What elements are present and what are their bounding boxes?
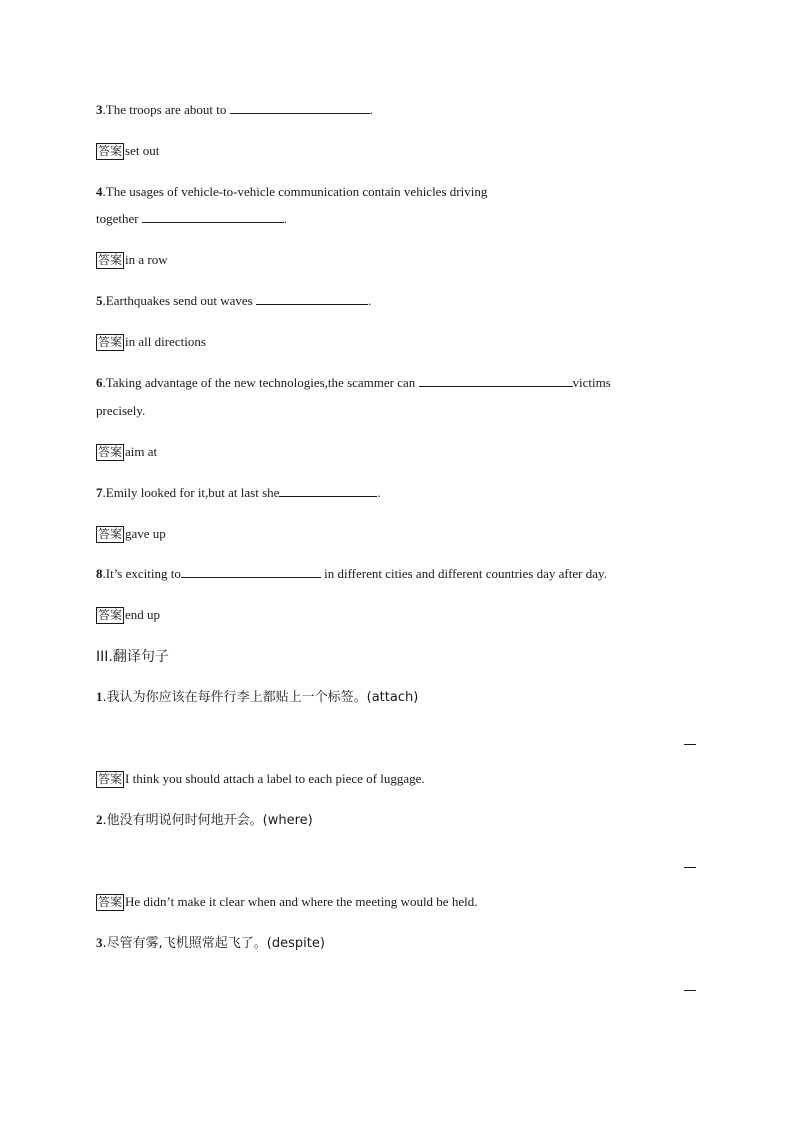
- question-8: [96, 565, 607, 583]
- question-number: 8: [96, 566, 103, 581]
- question-5: [96, 292, 371, 310]
- answer-blank: [230, 101, 370, 114]
- question-6: [96, 374, 611, 392]
- question-text: .尽管有雾,飞机照常起飞了。(despite): [102, 936, 325, 951]
- answer-text: in all directions: [125, 334, 206, 349]
- answer-badge: 答案: [98, 335, 123, 349]
- answer-line-end: [684, 990, 696, 991]
- answer-5: [96, 333, 206, 351]
- question-number: 5: [96, 293, 103, 308]
- answer-badge: 答案: [98, 772, 123, 786]
- question-number: 4: [96, 184, 103, 199]
- question-text: .他没有明说何时何地开会。(where): [102, 813, 313, 828]
- answer-text: aim at: [125, 444, 158, 459]
- question-number: 7: [96, 485, 103, 500]
- question-number: 1: [96, 689, 103, 704]
- answer-badge: 答案: [98, 144, 123, 158]
- question-number: 3: [96, 102, 103, 117]
- question-number: 2: [96, 812, 103, 827]
- question-text: .Taking advantage of the new technologies,the scammer can: [102, 375, 419, 390]
- question-7: [96, 484, 381, 502]
- answer-blank: [279, 484, 377, 497]
- question-text: .The usages of vehicle-to-vehicle communication contain vehicles driving: [102, 184, 488, 199]
- answer-text: gave up: [125, 526, 166, 541]
- answer-text: in a row: [125, 252, 168, 267]
- translation-answer-1: [96, 770, 425, 788]
- translation-question-2: [96, 811, 313, 829]
- answer-text: end up: [125, 607, 161, 622]
- answer-text: set out: [125, 143, 160, 158]
- translation-question-3: [96, 934, 325, 952]
- question-text-end: .: [369, 102, 373, 117]
- question-text: together: [96, 211, 142, 226]
- question-text-end: victims: [572, 375, 611, 390]
- answer-8: [96, 606, 160, 624]
- answer-6: [96, 443, 157, 461]
- answer-4: [96, 251, 168, 269]
- translation-answer-2: [96, 893, 477, 911]
- answer-blank: [419, 374, 573, 387]
- answer-badge: 答案: [98, 527, 123, 541]
- question-number: 6: [96, 375, 103, 390]
- answer-text: I think you should attach a label to each piece of luggage.: [125, 771, 425, 786]
- question-text: .Earthquakes send out waves: [102, 293, 256, 308]
- answer-line-end: [684, 867, 696, 868]
- answer-blank: [142, 210, 284, 223]
- question-text: .The troops are about to: [102, 102, 230, 117]
- answer-badge: 答案: [98, 253, 123, 267]
- answer-3: [96, 142, 159, 160]
- answer-badge: 答案: [98, 608, 123, 622]
- answer-blank: [181, 565, 321, 578]
- question-6-line-2: [96, 402, 145, 420]
- question-text: .It’s exciting to: [102, 566, 181, 581]
- question-text: .Emily looked for it,but at last she: [102, 485, 280, 500]
- answer-blank: [256, 292, 368, 305]
- question-text-end: .: [367, 293, 372, 308]
- question-text: precisely.: [96, 403, 146, 418]
- question-3: [96, 101, 373, 119]
- question-text: .我认为你应该在每件行李上都贴上一个标签。(attach): [102, 690, 419, 705]
- question-text-end: .: [377, 485, 381, 500]
- translation-question-1: [96, 688, 418, 706]
- answer-7: [96, 525, 166, 543]
- answer-badge: 答案: [98, 895, 123, 909]
- answer-text: He didn’t make it clear when and where the meeting would be held.: [125, 894, 478, 909]
- question-number: 3: [96, 935, 103, 950]
- answer-line-end: [684, 744, 696, 745]
- answer-badge: 答案: [98, 445, 123, 459]
- question-text-end: in different cities and different countries day after day.: [320, 566, 607, 581]
- question-text-end: .: [283, 211, 288, 226]
- question-4-line-2: [96, 210, 287, 228]
- section-title: III.翻译句子: [96, 649, 169, 665]
- question-4: [96, 183, 487, 201]
